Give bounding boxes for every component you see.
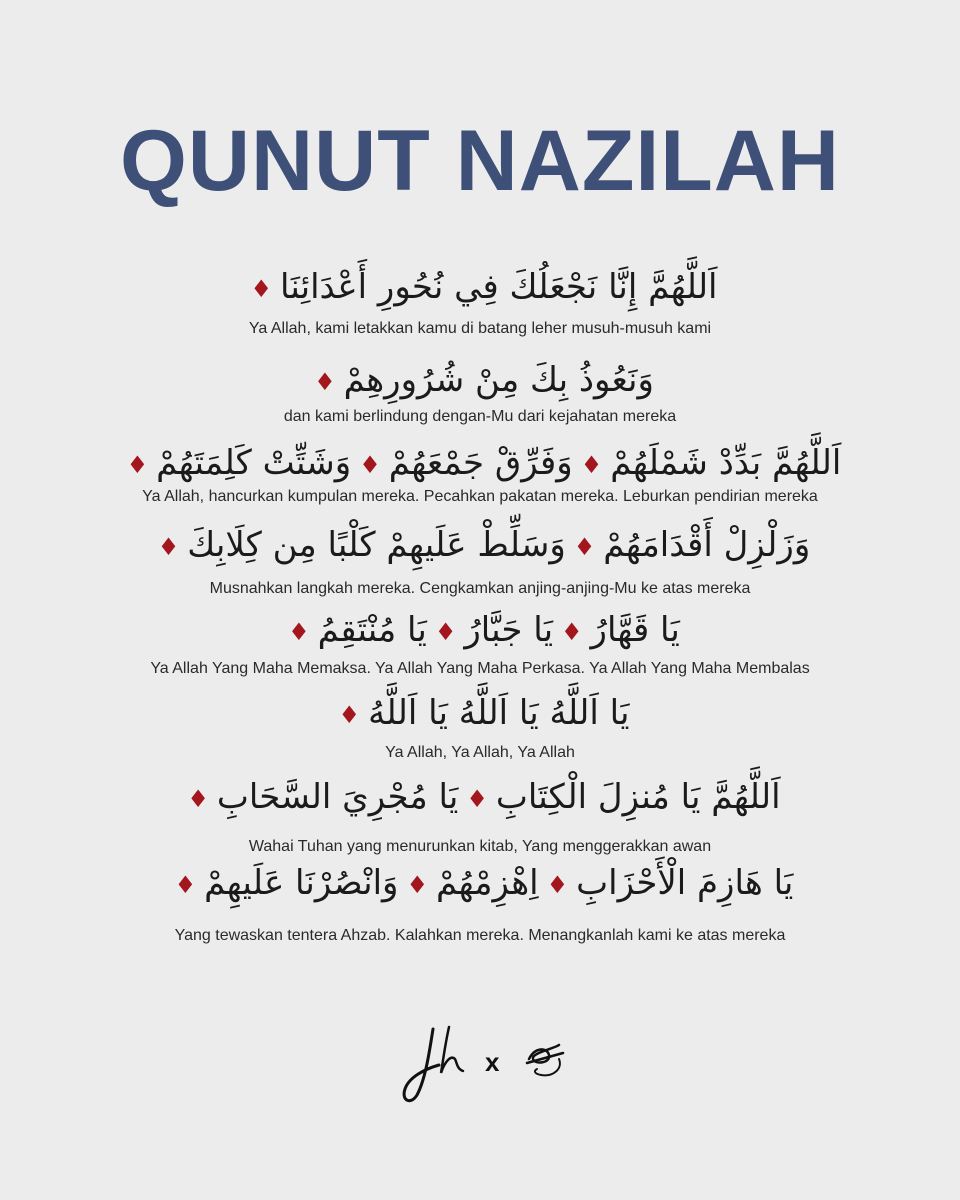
arabic-phrase: يَا مُجْرِيَ السَّحَابِ	[216, 777, 459, 817]
arabic-phrase: وَنَعُوذُ بِكَ مِنْ شُرُورِهِمْ	[343, 360, 654, 400]
logo	[395, 1025, 575, 1105]
arabic-phrase: اَللَّهُمَّ إِنَّا نَجْعَلُكَ فِي نُحُورِ أَعْدَائِنَا	[280, 267, 718, 307]
diamond-separator-icon: ♦	[314, 367, 336, 396]
arabic-phrase: يَا جَبَّارُ	[464, 610, 554, 650]
translation-line: Wahai Tuhan yang menurunkan kitab, Yang menggerakkan awan	[248, 838, 712, 855]
logo-joiner: x	[485, 1047, 500, 1077]
page-title: QUNUT NAZILAH	[119, 113, 841, 209]
arabic-phrase: يَا اَللَّهُ يَا اَللَّهُ يَا اَللَّهُ	[368, 693, 630, 733]
arabic-phrase: يَا هَازِمَ الْأَحْزَابِ	[576, 863, 794, 903]
diamond-separator-icon: ♦	[546, 870, 569, 899]
diamond-separator-icon: ♦	[338, 700, 361, 729]
translation-line: Ya Allah Yang Maha Memaksa. Ya Allah Yang Maha Perkasa. Ya Allah Yang Maha Membalas	[150, 660, 810, 677]
arabic-phrase: وَزَلْزِلْ أَقْدَامَهُمْ	[603, 525, 811, 565]
diamond-separator-icon: ♦	[157, 532, 180, 561]
arabic-phrase: يَا مُنْتَقِمُ	[317, 610, 427, 650]
translation-line: Ya Allah, Ya Allah, Ya Allah	[385, 744, 575, 761]
translation-line: dan kami berlindung dengan-Mu dari kejahatan mereka	[283, 408, 677, 425]
arabic-phrase: وَانْصُرْنَا عَلَيهِمْ	[204, 863, 399, 903]
diamond-separator-icon: ♦	[187, 784, 209, 813]
translation-line: Yang tewaskan tentera Ahzab. Kalahkan mereka. Menangkanlah kami ke atas mereka	[174, 927, 786, 944]
jh-signature-logo	[395, 1025, 475, 1105]
arabic-line	[0, 858, 960, 910]
arabic-line	[0, 772, 960, 824]
partner-logo-icon	[523, 1039, 567, 1083]
arabic-line	[0, 520, 960, 572]
arabic-line	[0, 688, 960, 740]
arabic-phrase: اِهْزِمْهُمْ	[435, 863, 539, 903]
translation-line: Ya Allah, hancurkan kumpulan mereka. Pecahkan pakatan mereka. Leburkan pendirian mereka	[142, 488, 818, 505]
diamond-separator-icon: ♦	[359, 450, 381, 479]
translation-line: Ya Allah, kami letakkan kamu di batang leher musuh-musuh kami	[248, 320, 712, 337]
arabic-phrase: اَللَّهُمَّ يَا مُنزِلَ الْكِتَابِ	[495, 777, 781, 817]
arabic-line	[0, 438, 960, 490]
diamond-separator-icon: ♦	[126, 450, 149, 479]
diamond-separator-icon: ♦	[434, 617, 457, 646]
diamond-separator-icon: ♦	[561, 617, 583, 646]
diamond-separator-icon: ♦	[580, 450, 603, 479]
diamond-separator-icon: ♦	[288, 617, 310, 646]
arabic-phrase: وَفَرِّقْ جَمْعَهُمْ	[388, 443, 573, 483]
arabic-phrase: وَشَتِّتْ كَلِمَتَهُمْ	[156, 443, 352, 483]
diamond-separator-icon: ♦	[406, 870, 428, 899]
arabic-phrase: يَا قَهَّارُ	[590, 610, 680, 650]
arabic-phrase: وَسَلِّطْ عَلَيهِمْ كَلْبًا مِن كِلَابِكَ	[187, 525, 566, 565]
translation-line: Musnahkan langkah mereka. Cengkamkan anjing-anjing-Mu ke atas mereka	[209, 580, 751, 597]
arabic-line	[0, 355, 960, 407]
diamond-separator-icon: ♦	[250, 274, 273, 303]
arabic-line	[0, 605, 960, 657]
diamond-separator-icon: ♦	[573, 532, 596, 561]
diamond-separator-icon: ♦	[466, 784, 488, 813]
diamond-separator-icon: ♦	[174, 870, 197, 899]
arabic-line	[0, 262, 960, 314]
arabic-phrase: اَللَّهُمَّ بَدِّدْ شَمْلَهُمْ	[610, 443, 842, 483]
